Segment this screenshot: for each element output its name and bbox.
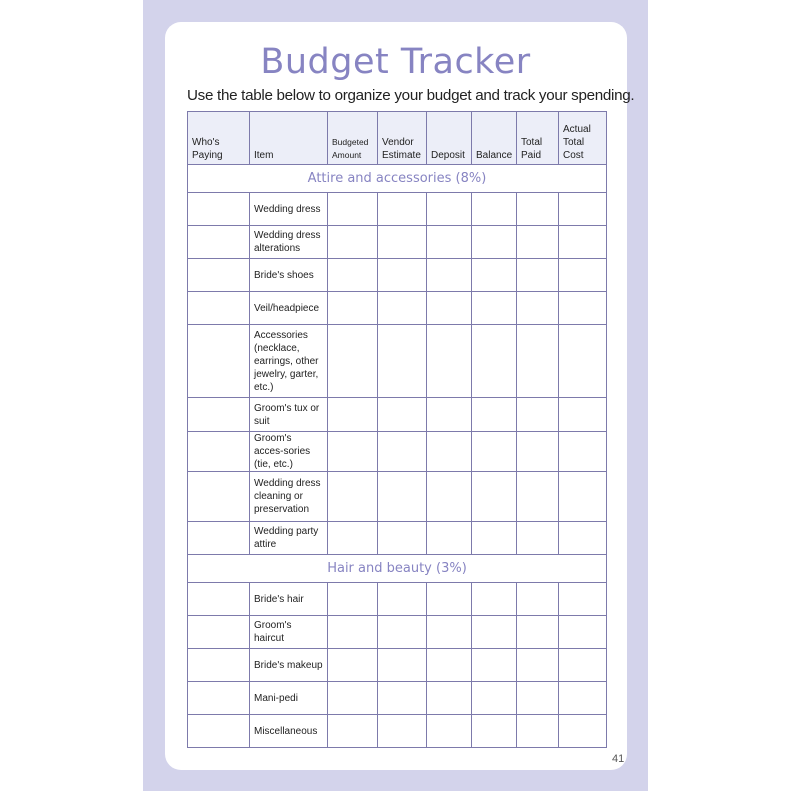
- entry-cell[interactable]: [472, 616, 517, 649]
- column-header: Actual Total Cost: [559, 112, 607, 165]
- column-header: Who's Paying: [188, 112, 250, 165]
- column-header: Budgeted Amount: [328, 112, 378, 165]
- entry-cell[interactable]: [517, 583, 559, 616]
- entry-cell[interactable]: [472, 259, 517, 292]
- column-header: Item: [250, 112, 328, 165]
- entry-cell[interactable]: [517, 616, 559, 649]
- column-header: Deposit: [427, 112, 472, 165]
- table-row: [188, 616, 607, 649]
- entry-cell[interactable]: [427, 325, 472, 398]
- entry-cell[interactable]: [188, 472, 250, 522]
- entry-cell[interactable]: [378, 682, 427, 715]
- entry-cell[interactable]: [427, 472, 472, 522]
- entry-cell[interactable]: [378, 226, 427, 259]
- item-label: Bride's shoes: [250, 259, 328, 292]
- entry-cell[interactable]: [328, 226, 378, 259]
- table-row: [188, 226, 607, 259]
- entry-cell[interactable]: [328, 583, 378, 616]
- entry-cell[interactable]: [328, 616, 378, 649]
- entry-cell[interactable]: [517, 715, 559, 748]
- table-row: [188, 682, 607, 715]
- entry-cell[interactable]: [328, 472, 378, 522]
- entry-cell[interactable]: [328, 398, 378, 432]
- entry-cell[interactable]: [427, 649, 472, 682]
- entry-cell[interactable]: [559, 398, 607, 432]
- entry-cell[interactable]: [188, 325, 250, 398]
- section-heading: Attire and accessories (8%): [188, 165, 607, 193]
- item-label: Bride's hair: [250, 583, 328, 616]
- entry-cell[interactable]: [378, 715, 427, 748]
- table-header-row: [188, 112, 607, 165]
- entry-cell[interactable]: [517, 398, 559, 432]
- entry-cell[interactable]: [472, 292, 517, 325]
- section-row: [188, 165, 607, 193]
- entry-cell[interactable]: [472, 649, 517, 682]
- entry-cell[interactable]: [188, 715, 250, 748]
- table-row: [188, 398, 607, 432]
- item-label: Accessories (necklace, earrings, other jewelry, garter, etc.): [250, 325, 328, 398]
- entry-cell[interactable]: [472, 193, 517, 226]
- entry-cell[interactable]: [378, 432, 427, 472]
- column-header: Vendor Estimate: [378, 112, 427, 165]
- entry-cell[interactable]: [378, 583, 427, 616]
- entry-cell[interactable]: [427, 398, 472, 432]
- entry-cell[interactable]: [328, 292, 378, 325]
- entry-cell[interactable]: [188, 649, 250, 682]
- entry-cell[interactable]: [559, 616, 607, 649]
- table-row: [188, 649, 607, 682]
- entry-cell[interactable]: [328, 649, 378, 682]
- entry-cell[interactable]: [517, 432, 559, 472]
- entry-cell[interactable]: [517, 472, 559, 522]
- entry-cell[interactable]: [517, 522, 559, 555]
- entry-cell[interactable]: [517, 682, 559, 715]
- entry-cell[interactable]: [427, 259, 472, 292]
- entry-cell[interactable]: [559, 472, 607, 522]
- entry-cell[interactable]: [427, 616, 472, 649]
- item-label: Wedding dress cleaning or preservation: [250, 472, 328, 522]
- entry-cell[interactable]: [559, 325, 607, 398]
- entry-cell[interactable]: [378, 522, 427, 555]
- entry-cell[interactable]: [472, 432, 517, 472]
- section-row: [188, 555, 607, 583]
- entry-cell[interactable]: [427, 226, 472, 259]
- entry-cell[interactable]: [559, 583, 607, 616]
- page-title: Budget Tracker: [260, 42, 531, 82]
- entry-cell[interactable]: [378, 616, 427, 649]
- item-label: Groom's tux or suit: [250, 398, 328, 432]
- entry-cell[interactable]: [188, 682, 250, 715]
- entry-cell[interactable]: [328, 325, 378, 398]
- entry-cell[interactable]: [378, 259, 427, 292]
- entry-cell[interactable]: [328, 522, 378, 555]
- item-label: Wedding dress alterations: [250, 226, 328, 259]
- item-label: Veil/headpiece: [250, 292, 328, 325]
- entry-cell[interactable]: [378, 292, 427, 325]
- table-row: [188, 259, 607, 292]
- column-header: Total Paid: [517, 112, 559, 165]
- entry-cell[interactable]: [378, 472, 427, 522]
- entry-cell[interactable]: [517, 193, 559, 226]
- entry-cell[interactable]: [427, 522, 472, 555]
- entry-cell[interactable]: [472, 522, 517, 555]
- entry-cell[interactable]: [472, 325, 517, 398]
- section-heading: Hair and beauty (3%): [188, 555, 607, 583]
- page-number: 41: [612, 753, 625, 765]
- entry-cell[interactable]: [328, 259, 378, 292]
- entry-cell[interactable]: [472, 715, 517, 748]
- entry-cell[interactable]: [427, 583, 472, 616]
- item-label: Groom's haircut: [250, 616, 328, 649]
- entry-cell[interactable]: [427, 432, 472, 472]
- entry-cell[interactable]: [559, 193, 607, 226]
- entry-cell[interactable]: [559, 292, 607, 325]
- entry-cell[interactable]: [188, 259, 250, 292]
- entry-cell[interactable]: [188, 226, 250, 259]
- table-row: [188, 715, 607, 748]
- entry-cell[interactable]: [188, 616, 250, 649]
- entry-cell[interactable]: [328, 715, 378, 748]
- entry-cell[interactable]: [517, 292, 559, 325]
- budget-table: [187, 111, 607, 748]
- entry-cell[interactable]: [517, 226, 559, 259]
- entry-cell[interactable]: [188, 398, 250, 432]
- entry-cell[interactable]: [328, 432, 378, 472]
- entry-cell[interactable]: [427, 715, 472, 748]
- entry-cell[interactable]: [517, 325, 559, 398]
- table-row: [188, 325, 607, 398]
- table-row: [188, 583, 607, 616]
- entry-cell[interactable]: [188, 193, 250, 226]
- entry-cell[interactable]: [559, 522, 607, 555]
- entry-cell[interactable]: [188, 522, 250, 555]
- entry-cell[interactable]: [188, 583, 250, 616]
- entry-cell[interactable]: [472, 583, 517, 616]
- entry-cell[interactable]: [328, 682, 378, 715]
- item-label: Miscellaneous: [250, 715, 328, 748]
- entry-cell[interactable]: [427, 193, 472, 226]
- entry-cell[interactable]: [427, 292, 472, 325]
- entry-cell[interactable]: [188, 432, 250, 472]
- page-subtitle: Use the table below to organize your budget and track your spending.: [187, 87, 635, 104]
- entry-cell[interactable]: [559, 259, 607, 292]
- item-label: Bride's makeup: [250, 649, 328, 682]
- entry-cell[interactable]: [517, 649, 559, 682]
- entry-cell[interactable]: [472, 226, 517, 259]
- entry-cell[interactable]: [378, 193, 427, 226]
- column-header: Balance: [472, 112, 517, 165]
- entry-cell[interactable]: [559, 682, 607, 715]
- entry-cell[interactable]: [472, 398, 517, 432]
- item-label: Groom's acces-sories (tie, etc.): [250, 432, 328, 472]
- entry-cell[interactable]: [472, 472, 517, 522]
- entry-cell[interactable]: [559, 649, 607, 682]
- entry-cell[interactable]: [427, 682, 472, 715]
- table-row: [188, 472, 607, 522]
- entry-cell[interactable]: [517, 259, 559, 292]
- table-row: [188, 292, 607, 325]
- item-label: Wedding party attire: [250, 522, 328, 555]
- entry-cell[interactable]: [472, 682, 517, 715]
- table-row: [188, 432, 607, 472]
- entry-cell[interactable]: [328, 193, 378, 226]
- item-label: Wedding dress: [250, 193, 328, 226]
- entry-cell[interactable]: [378, 398, 427, 432]
- entry-cell[interactable]: [188, 292, 250, 325]
- entry-cell[interactable]: [378, 649, 427, 682]
- entry-cell[interactable]: [559, 432, 607, 472]
- entry-cell[interactable]: [378, 325, 427, 398]
- entry-cell[interactable]: [559, 226, 607, 259]
- table-row: [188, 522, 607, 555]
- entry-cell[interactable]: [559, 715, 607, 748]
- item-label: Mani-pedi: [250, 682, 328, 715]
- table-row: [188, 193, 607, 226]
